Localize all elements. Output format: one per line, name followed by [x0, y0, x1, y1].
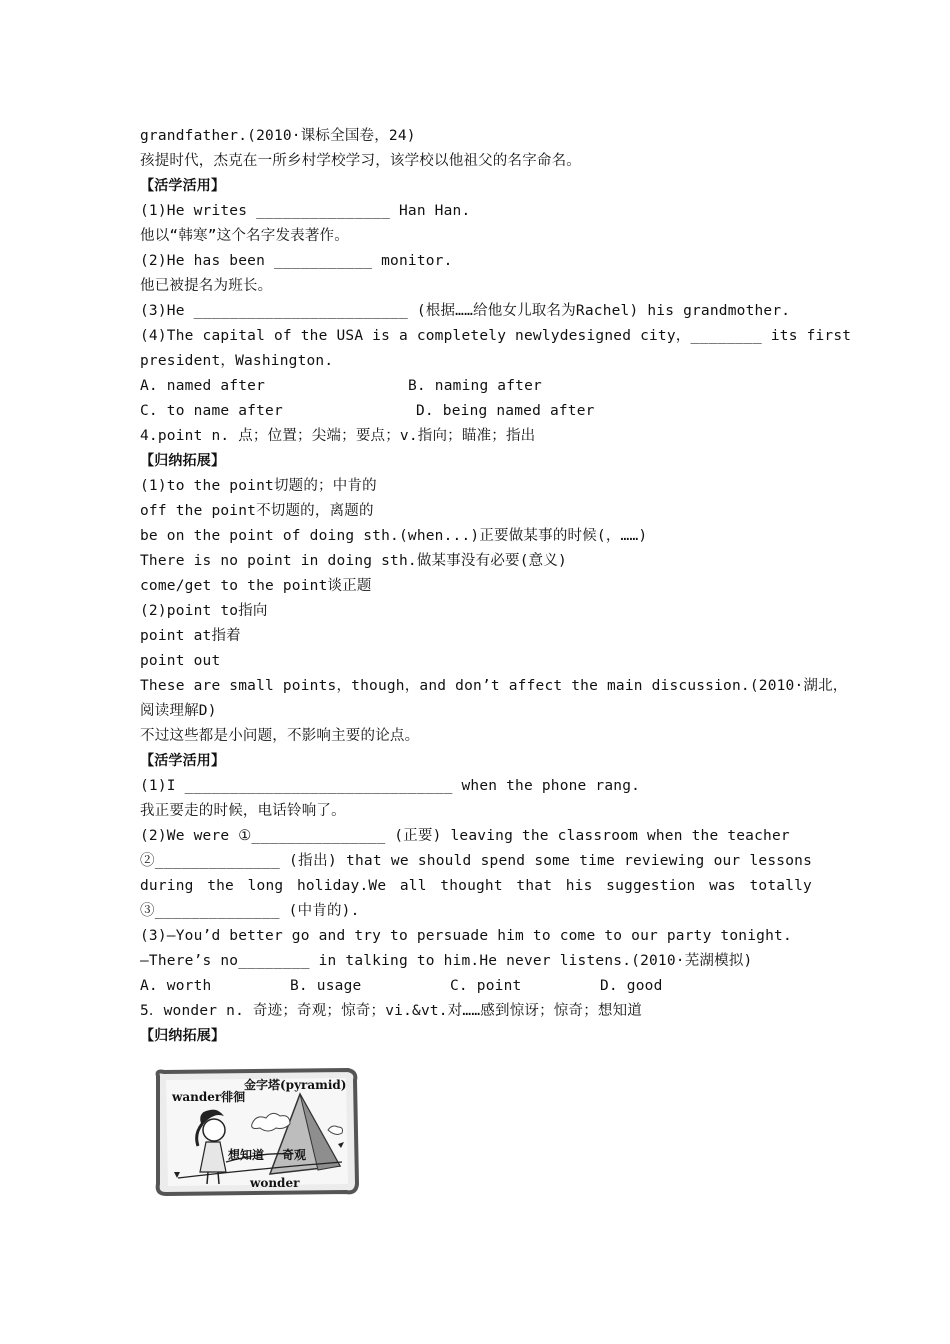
text-line: There is no point in doing sth.做某事没有必要(意义) — [140, 553, 567, 569]
text-line: president，Washington. — [140, 353, 334, 369]
text-line: 阅读理解D) — [140, 703, 217, 719]
label-want-to-know: 想知道 — [228, 1148, 265, 1162]
exercise-line: (4)The capital of the USA is a completely newlydesigned city，________ its first — [140, 328, 852, 344]
exercise-line: —There’s no________ in talking to him.He never listens.(2010·芜湖模拟) — [140, 953, 753, 969]
exercise-line: (2)He has been ___________ monitor. — [140, 253, 453, 269]
answer-options — [140, 374, 812, 399]
option-c: C. point — [450, 978, 522, 994]
exercise-line: (1)He writes _______________ Han Han. — [140, 203, 471, 219]
text-line: come/get to the point谈正题 — [140, 578, 372, 594]
vocab-heading: 5．wonder n. 奇迹；奇观；惊奇；vi.&vt.对……感到惊讶；惊奇；想知道 — [140, 1003, 642, 1019]
exercise-line: (3)He ________________________ (根据……给他女儿取名为Rachel) his grandmother. — [140, 303, 791, 319]
text-line: 他已被提名为班长。 — [140, 278, 273, 294]
girl-head — [203, 1119, 225, 1141]
answer-options — [140, 974, 812, 999]
section-heading: 【归纳拓展】 — [140, 453, 226, 469]
option-d: D. good — [600, 978, 663, 994]
text-line: off the point不切题的，离题的 — [140, 503, 374, 519]
label-wonder: wonder — [250, 1176, 300, 1190]
text-line: 他以“韩寒”这个名字发表著作。 — [140, 228, 349, 244]
label-spectacle: 奇观 — [282, 1148, 307, 1162]
exercise-line: during the long holiday.We all thought that his suggestion was totally — [140, 878, 812, 894]
answer-options — [140, 399, 812, 424]
exercise-line: (3)—You’d better go and try to persuade him to come to our party tonight. — [140, 928, 792, 944]
option-d: D. being named after — [416, 403, 595, 419]
exercise-line: ②______________ (指出) that we should spend some time reviewing our lessons — [140, 853, 812, 869]
wonder-illustration — [152, 1066, 360, 1198]
section-heading: 【活学活用】 — [140, 753, 226, 769]
text-line: 我正要走的时候，电话铃响了。 — [140, 803, 346, 819]
text-line: 不过这些都是小问题，不影响主要的论点。 — [140, 728, 420, 744]
exercise-line: ③______________ (中肯的). — [140, 903, 360, 919]
option-c: C. to name after — [140, 403, 283, 419]
section-heading: 【活学活用】 — [140, 178, 226, 194]
label-wander: wander徘徊 — [172, 1090, 246, 1104]
vocab-heading: 4.point n. 点；位置；尖端；要点；v.指向；瞄准；指出 — [140, 428, 536, 444]
text-line: be on the point of doing sth.(when...)正要做某事的时候(，……) — [140, 528, 648, 544]
text-line: grandfather.(2010·课标全国卷，24) — [140, 128, 416, 144]
section-heading: 【归纳拓展】 — [140, 1028, 226, 1044]
exercise-line: (1)I ______________________________ when the phone rang. — [140, 778, 641, 794]
option-b: B. usage — [290, 978, 362, 994]
text-line: point out — [140, 653, 221, 669]
girl-leg — [207, 1172, 208, 1184]
text-line: point at指着 — [140, 628, 241, 644]
label-pyramid: 金字塔(pyramid) — [244, 1078, 347, 1092]
text-line: 孩提时代，杰克在一所乡村学校学习，该学校以他祖父的名字命名。 — [140, 153, 581, 169]
option-a: A. named after — [140, 378, 266, 394]
text-line: (1)to the point切题的；中肯的 — [140, 478, 377, 494]
option-a: A. worth — [140, 978, 212, 994]
text-line: These are small points，though，and don’t affect the main discussion.(2010·湖北， — [140, 678, 848, 694]
document-body — [140, 124, 852, 1049]
exercise-line: (2)We were ①_______________ (正要) leaving the classroom when the teacher — [140, 828, 790, 844]
text-line: (2)point to指向 — [140, 603, 268, 619]
option-b: B. naming after — [408, 378, 542, 394]
